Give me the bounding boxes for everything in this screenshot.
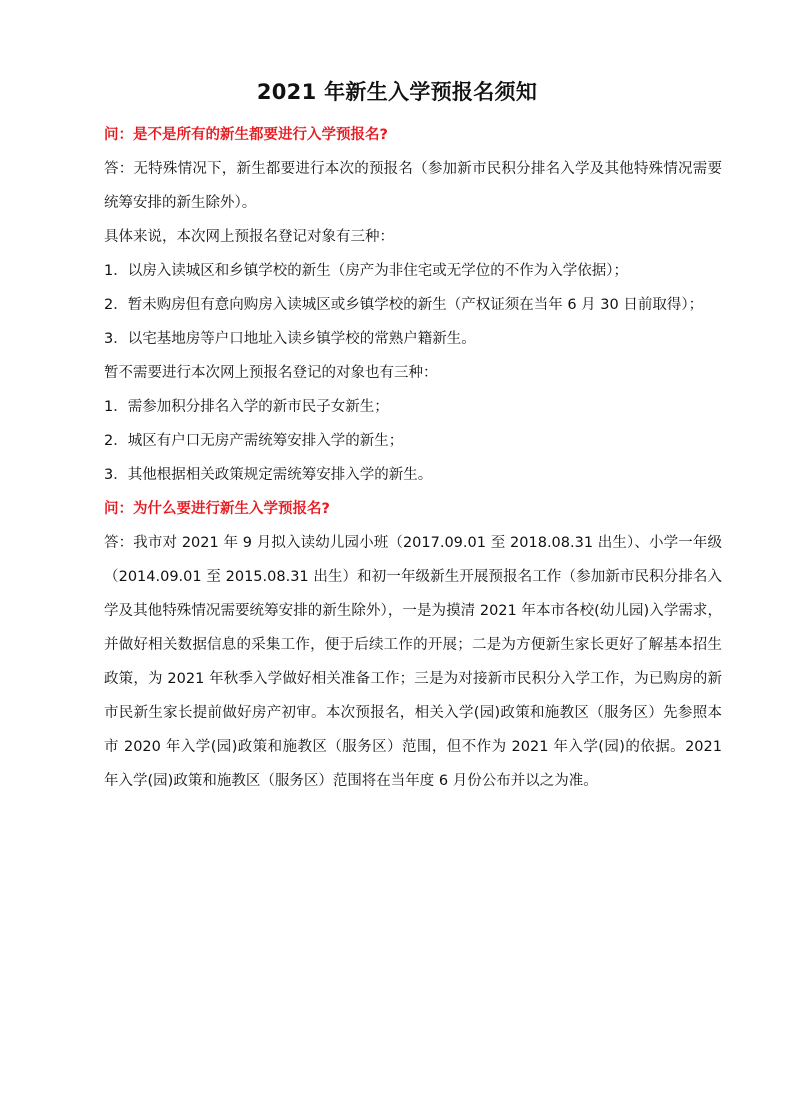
document-body <box>104 118 722 798</box>
answer-1: 答：无特殊情况下，新生都要进行本次的预报名（参加新市民积分排名入学及其他特殊情况需要统筹安排的新生除外）。 <box>104 161 722 211</box>
register-item: 1．以房入读城区和乡镇学校的新生（房产为非住宅或无学位的不作为入学依据）； <box>104 263 628 279</box>
register-item: 2．暂未购房但有意向购房入读城区或乡镇学校的新生（产权证须在当年 6 月 30 日前取得）； <box>104 297 704 313</box>
register-intro: 具体来说，本次网上预报名登记对象有三种： <box>104 229 394 245</box>
exempt-item: 2．城区有户口无房产需统筹安排入学的新生； <box>104 433 404 449</box>
page-title: 2021 年新生入学预报名须知 <box>256 80 538 104</box>
question-1: 问：是不是所有的新生都要进行入学预报名? <box>104 127 388 143</box>
exempt-intro: 暂不需要进行本次网上预报名登记的对象也有三种： <box>104 365 438 381</box>
answer-2: 答：我市对 2021 年 9 月拟入读幼儿园小班（2017.09.01 至 2018.08.31 出生）、小学一年级（2014.09.01 至 2015.08.31 出生）和初一年级新生开展预报名工作（参加新市民积分排名入学及其他特殊情况需要统筹安排的新生除外），一是为摸清 2021 年本市各校(幼儿园)入学需求，并做好相关数据信息的采集工作，便于后续工作的开展；二是为方便新生家长更好了解基本招生政策，为 2021 年秋季入学做好相关准备工作；三是为对接新市民积分入学工作，为已购房的新市民新生家长提前做好房产初审。本次预报名，相关入学(园)政策和施教区（服务区）先参照本市 2020 年入学(园)政策和施教区（服务区）范围，但不作为 2021 年入学(园)的依据。2021 年入学(园)政策和施教区（服务区）范围将在当年度 6 月份公布并以之为准。 <box>104 535 722 789</box>
question-2: 问：为什么要进行新生入学预报名? <box>104 501 330 517</box>
exempt-item: 1．需参加积分排名入学的新市民子女新生； <box>104 399 389 415</box>
register-item: 3．以宅基地房等户口地址入读乡镇学校的常熟户籍新生。 <box>104 331 476 347</box>
exempt-item: 3．其他根据相关政策规定需统筹安排入学的新生。 <box>104 467 433 483</box>
